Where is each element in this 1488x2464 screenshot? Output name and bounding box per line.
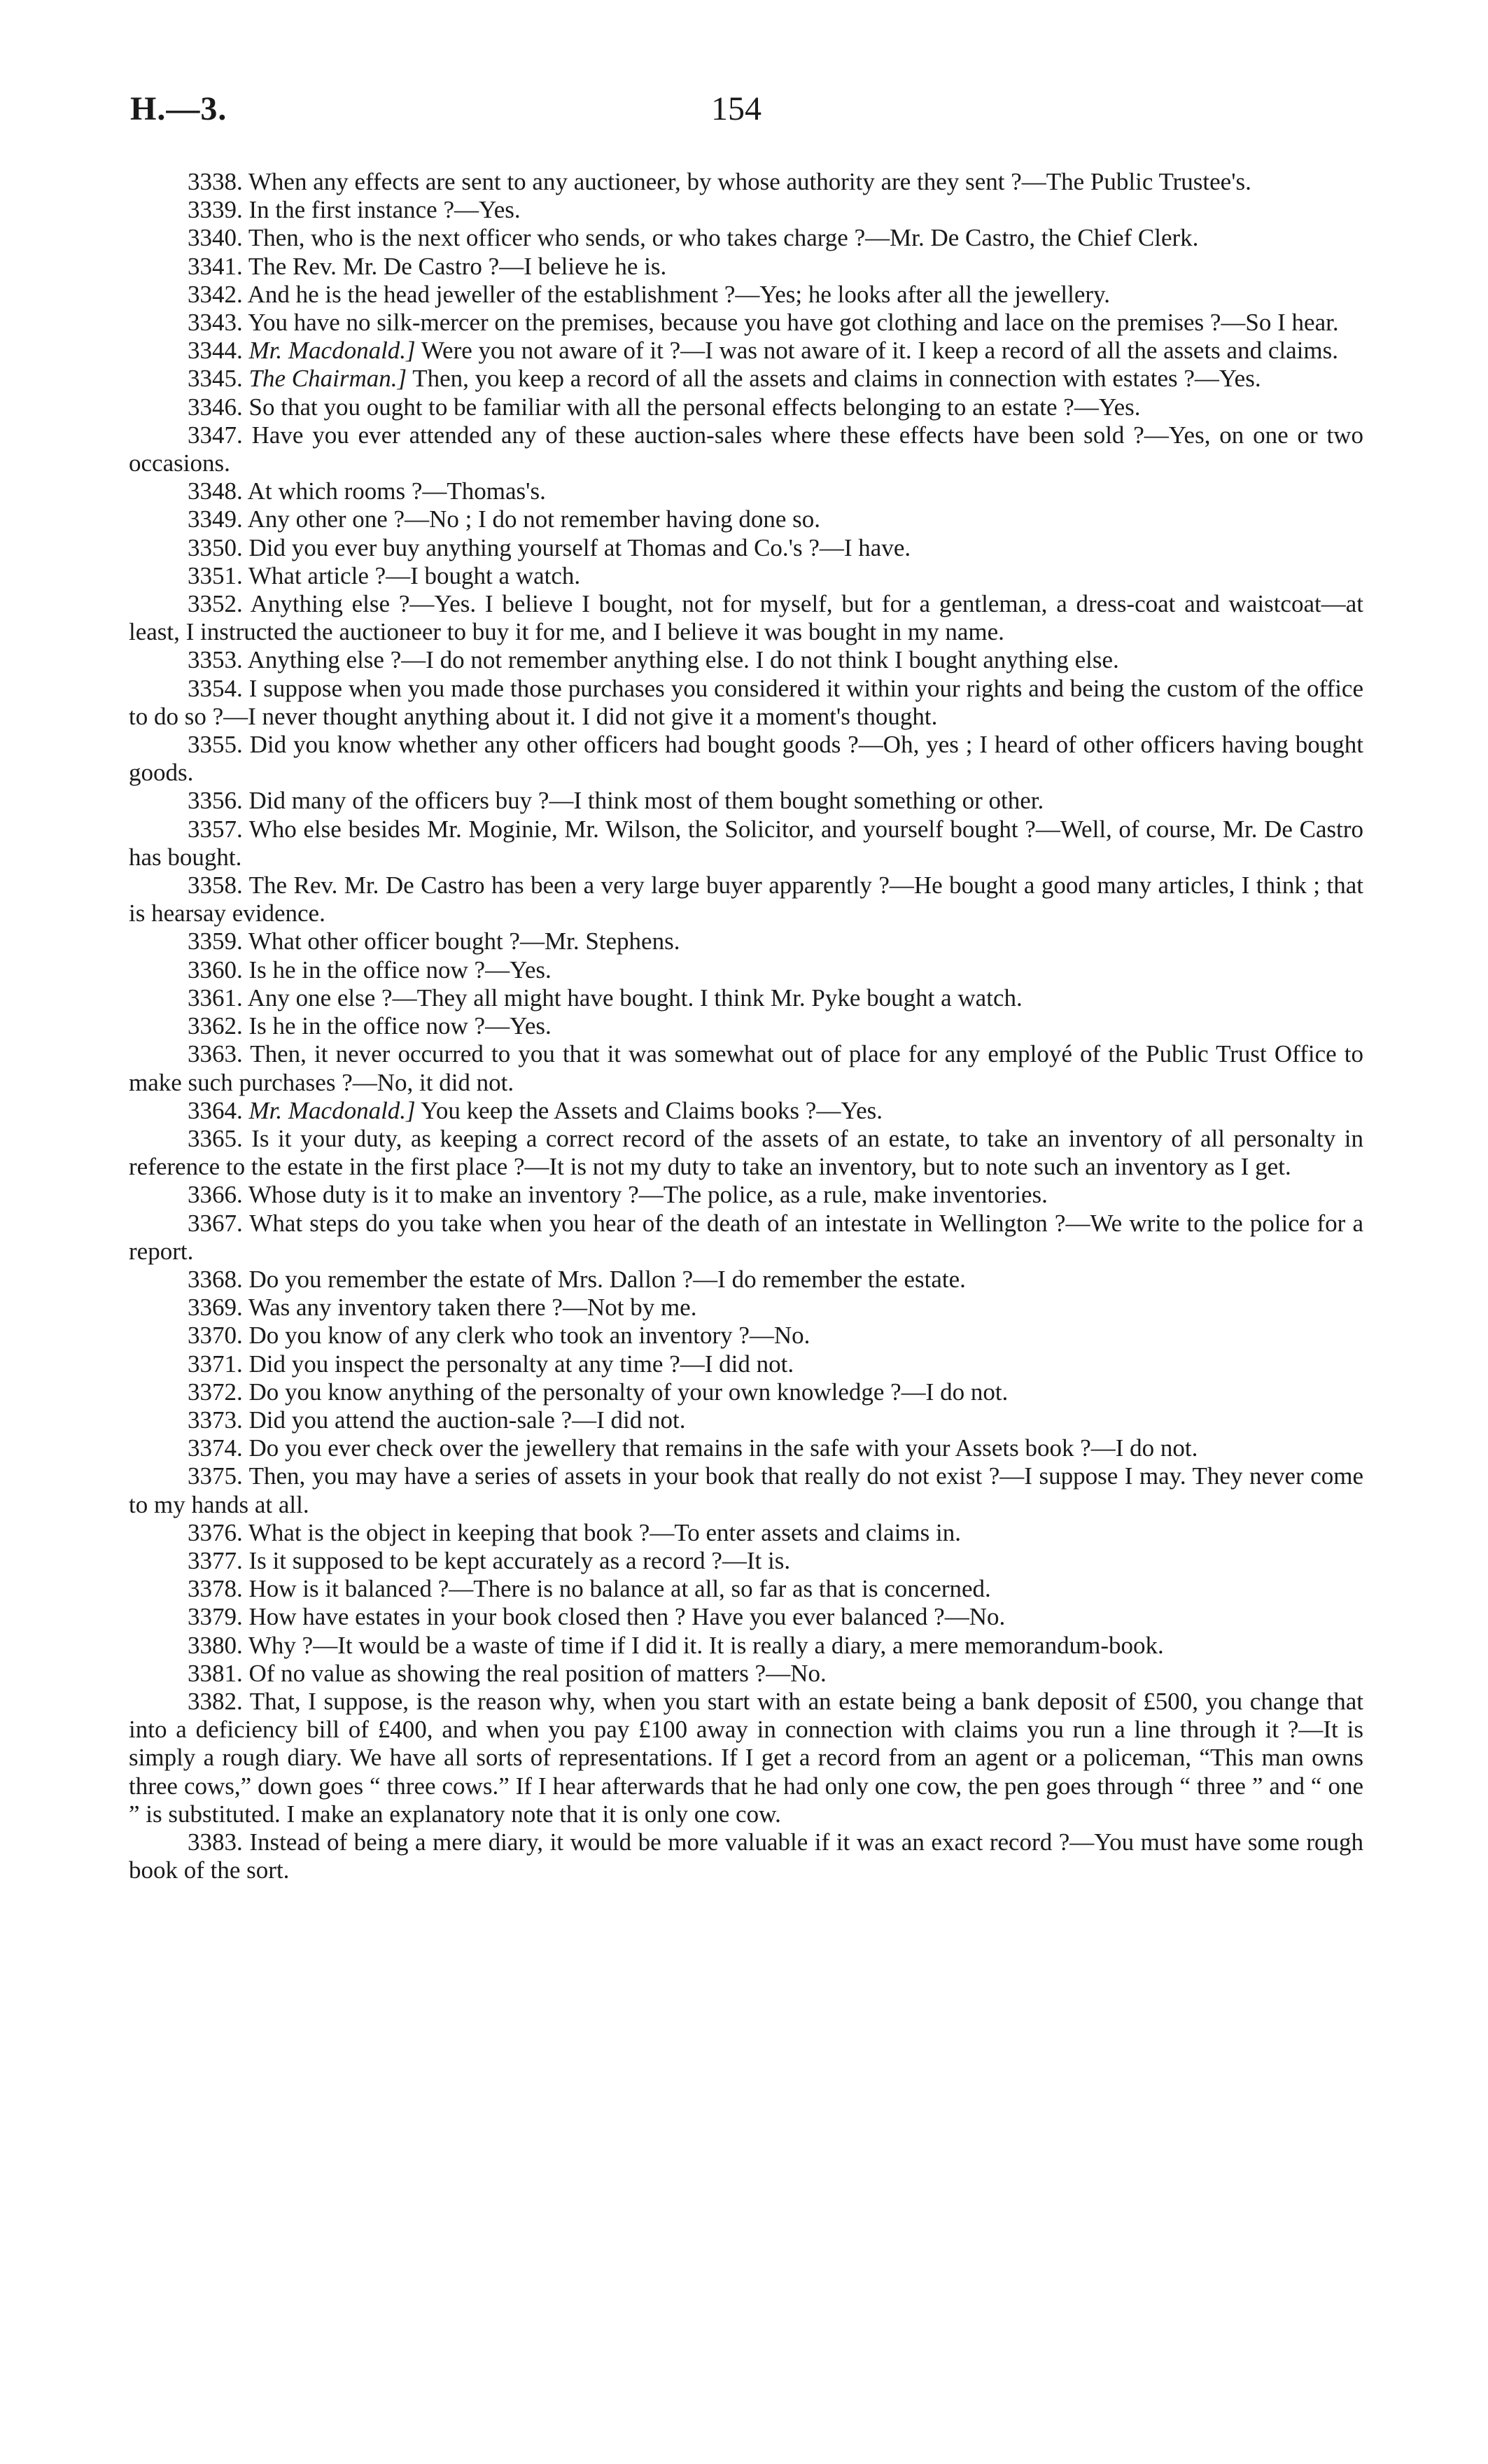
question-number: 3376.	[188, 1518, 243, 1546]
question-number: 3352.	[188, 590, 243, 618]
testimony-paragraph	[129, 956, 1363, 984]
testimony-paragraph	[129, 1097, 1363, 1125]
testimony-paragraph	[129, 1294, 1363, 1322]
testimony-paragraph	[129, 1322, 1363, 1350]
testimony-paragraph	[129, 224, 1363, 252]
question-number: 3378.	[188, 1575, 243, 1603]
testimony-paragraph	[129, 1210, 1363, 1266]
paragraph-text: In the first instance ?—Yes.	[248, 196, 521, 224]
question-number: 3350.	[188, 533, 243, 561]
testimony-paragraph	[129, 196, 1363, 224]
question-number: 3362.	[188, 1012, 243, 1040]
paragraph-text: Do you ever check over the jewellery that remains in the safe with your Assets book ?—I do not.	[248, 1434, 1198, 1462]
testimony-paragraph	[129, 534, 1363, 562]
paragraph-text: What is the object in keeping that book ?—To enter assets and claims in.	[248, 1518, 961, 1546]
paragraph-text: Have you ever attended any of these auction-sales where these effects have been sold ?—Yes, on one or two occasions.	[129, 421, 1363, 477]
testimony-body	[129, 168, 1363, 1884]
testimony-paragraph	[129, 505, 1363, 533]
testimony-paragraph	[129, 1350, 1363, 1378]
question-number: 3367.	[188, 1209, 243, 1237]
question-number: 3354.	[188, 674, 243, 702]
question-number: 3368.	[188, 1265, 243, 1293]
question-number: 3340.	[188, 224, 243, 252]
testimony-paragraph	[129, 1266, 1363, 1294]
paragraph-text: Then, it never occurred to you that it was somewhat out of place for any employé of the Public Trust Office to make such purchases ?—No, it did not.	[129, 1040, 1363, 1096]
question-number: 3363.	[188, 1040, 243, 1068]
question-number: 3345.	[188, 365, 243, 393]
speaker-label: Mr. Macdonald.]	[248, 1096, 416, 1124]
testimony-paragraph	[129, 1603, 1363, 1631]
testimony-paragraph	[129, 787, 1363, 815]
paragraph-text: Was any inventory taken there ?—Not by me.	[248, 1294, 697, 1322]
testimony-paragraph	[129, 590, 1363, 646]
paragraph-text: Any one else ?—They all might have bought. I think Mr. Pyke bought a watch.	[247, 983, 1023, 1011]
paragraph-text: Any other one ?—No ; I do not remember having done so.	[247, 505, 820, 533]
paragraph-text: What other officer bought ?—Mr. Stephens.	[248, 927, 680, 955]
question-number: 3375.	[188, 1462, 243, 1490]
question-number: 3373.	[188, 1406, 243, 1434]
testimony-paragraph	[129, 365, 1363, 393]
question-number: 3371.	[188, 1350, 243, 1378]
question-number: 3343.	[188, 309, 243, 337]
paragraph-text: So that you ought to be familiar with all the personal effects belonging to an estate ?—Yes.	[248, 393, 1141, 421]
paragraph-text: Is he in the office now ?—Yes.	[248, 1012, 552, 1040]
speaker-label: The Chairman.]	[248, 365, 407, 393]
paragraph-text: Do you know of any clerk who took an inventory ?—No.	[248, 1322, 810, 1350]
question-number: 3342.	[188, 280, 243, 308]
question-number: 3374.	[188, 1434, 243, 1462]
question-number: 3372.	[188, 1378, 243, 1406]
paragraph-text: Why ?—It would be a waste of time if I did it. It is really a diary, a mere memorandum-book.	[248, 1631, 1164, 1659]
testimony-paragraph	[129, 281, 1363, 309]
paragraph-text: Anything else ?—Yes. I believe I bought, not for myself, but for a gentleman, a dress-coat and waistcoat—at least, I instructed the auctioneer to buy it for me, and I believe it was bought in my name.	[129, 590, 1363, 646]
paragraph-text: Did you attend the auction-sale ?—I did not.	[248, 1406, 686, 1434]
paragraph-text: I suppose when you made those purchases you considered it within your rights and being the custom of the office to do so ?—I never thought anything about it. I did not give it a moment's thought.	[129, 674, 1364, 730]
paragraph-text: Anything else ?—I do not remember anything else. I do not think I bought anything else.	[247, 646, 1119, 674]
question-number: 3356.	[188, 787, 243, 815]
question-number: 3382.	[188, 1687, 243, 1715]
paragraph-text: Do you know anything of the personalty of your own knowledge ?—I do not.	[248, 1378, 1009, 1406]
testimony-paragraph	[129, 1434, 1363, 1462]
paragraph-text: Instead of being a mere diary, it would be more valuable if it was an exact record ?—You must have some rough book of the sort.	[129, 1828, 1364, 1884]
question-number: 3349.	[188, 505, 243, 533]
question-number: 3341.	[188, 252, 243, 280]
question-number: 3358.	[188, 872, 243, 899]
question-number: 3346.	[188, 393, 243, 421]
testimony-paragraph	[129, 646, 1363, 674]
paragraph-text: That, I suppose, is the reason why, when you start with an estate being a bank deposit of £500, you change that into a deficiency bill of £400, and when you pay £100 away in connection with claims you run a line through it ?—It is simply a rough diary. We have all sorts of representations. If I get a record from an agent or a policeman, “This man owns three cows,” down goes “ three cows.” If I hear afterwards that he had only one cow, the pen goes through “ three ” and “ one ” is substituted. I make an explanatory note that it is only one cow.	[129, 1687, 1363, 1828]
question-number: 3369.	[188, 1294, 243, 1322]
testimony-paragraph	[129, 1547, 1363, 1575]
paragraph-text: Is it supposed to be kept accurately as a record ?—It is.	[248, 1546, 791, 1574]
testimony-paragraph	[129, 1378, 1363, 1406]
testimony-paragraph	[129, 1040, 1363, 1096]
question-number: 3339.	[188, 196, 243, 224]
question-number: 3355.	[188, 731, 243, 759]
paragraph-text: Did many of the officers buy ?—I think most of them bought something or other.	[248, 787, 1044, 815]
question-number: 3359.	[188, 927, 243, 955]
testimony-paragraph	[129, 562, 1363, 590]
speaker-label: Mr. Macdonald.]	[248, 337, 416, 365]
testimony-paragraph	[129, 309, 1363, 337]
question-number: 3361.	[188, 983, 243, 1011]
paragraph-text: At which rooms ?—Thomas's.	[247, 477, 546, 505]
paragraph-text: What steps do you take when you hear of the death of an intestate in Wellington ?—We write to the police for a report.	[129, 1209, 1363, 1265]
question-number: 3357.	[188, 815, 243, 843]
paragraph-text: Who else besides Mr. Moginie, Mr. Wilson, the Solicitor, and yourself bought ?—Well, of course, Mr. De Castro has bought.	[129, 815, 1363, 871]
question-number: 3344.	[188, 337, 243, 365]
testimony-paragraph	[129, 1688, 1363, 1828]
testimony-paragraph	[129, 421, 1363, 477]
paragraph-text: Do you remember the estate of Mrs. Dallon ?—I do remember the estate.	[248, 1265, 966, 1293]
paragraph-text: And he is the head jeweller of the establishment ?—Yes; he looks after all the jewellery.	[247, 280, 1110, 308]
testimony-paragraph	[129, 731, 1363, 787]
question-number: 3360.	[188, 955, 243, 983]
question-number: 3351.	[188, 561, 243, 589]
testimony-paragraph	[129, 337, 1363, 365]
paragraph-text: The Rev. Mr. De Castro ?—I believe he is.	[248, 252, 667, 280]
testimony-paragraph	[129, 675, 1363, 731]
paragraph-text: What article ?—I bought a watch.	[248, 561, 581, 589]
paragraph-text: Did you know whether any other officers had bought goods ?—Oh, yes ; I heard of other officers having bought goods.	[129, 731, 1363, 787]
testimony-paragraph	[129, 1575, 1363, 1603]
testimony-paragraph	[129, 872, 1363, 927]
testimony-paragraph	[129, 1125, 1363, 1181]
question-number: 3383.	[188, 1828, 243, 1856]
paragraph-text: How have estates in your book closed then ? Have you ever balanced ?—No.	[248, 1603, 1006, 1631]
testimony-paragraph	[129, 1406, 1363, 1434]
testimony-paragraph	[129, 477, 1363, 505]
testimony-paragraph	[129, 1828, 1363, 1884]
testimony-paragraph	[129, 816, 1363, 872]
paragraph-text: Were you not aware of it ?—I was not aware of it. I keep a record of all the assets and claims.	[421, 337, 1338, 365]
question-number: 3379.	[188, 1603, 243, 1631]
testimony-paragraph	[129, 1462, 1363, 1518]
paragraph-text: You keep the Assets and Claims books ?—Yes.	[421, 1096, 883, 1124]
testimony-paragraph	[129, 1519, 1363, 1547]
testimony-paragraph	[129, 1181, 1363, 1209]
question-number: 3353.	[188, 646, 243, 674]
question-number: 3377.	[188, 1546, 243, 1574]
paragraph-text: Is it your duty, as keeping a correct record of the assets of an estate, to take an inventory of all personalty in reference to the estate in the first place ?—It is not my duty to take an inventory, but to note such an inventory as I get.	[129, 1124, 1363, 1181]
paragraph-text: The Rev. Mr. De Castro has been a very large buyer apparently ?—He bought a good many articles, I think ; that is hearsay evidence.	[129, 872, 1363, 927]
page-number: 154	[711, 90, 761, 127]
question-number: 3366.	[188, 1181, 243, 1209]
paragraph-text: Then, who is the next officer who sends, or who takes charge ?—Mr. De Castro, the Chief Clerk.	[248, 224, 1199, 252]
testimony-paragraph	[129, 984, 1363, 1012]
paragraph-text: Of no value as showing the real position of matters ?—No.	[248, 1659, 827, 1687]
question-number: 3347.	[188, 421, 243, 449]
question-number: 3348.	[188, 477, 243, 505]
testimony-paragraph	[129, 168, 1363, 196]
paragraph-text: How is it balanced ?—There is no balance at all, so far as that is concerned.	[248, 1575, 991, 1603]
question-number: 3380.	[188, 1631, 243, 1659]
question-number: 3364.	[188, 1096, 243, 1124]
testimony-paragraph	[129, 253, 1363, 281]
question-number: 3338.	[188, 168, 243, 195]
testimony-paragraph	[129, 393, 1363, 421]
question-number: 3381.	[188, 1659, 243, 1687]
paragraph-text: When any effects are sent to any auctioneer, by whose authority are they sent ?—The Public Trustee's.	[248, 168, 1251, 195]
paragraph-text: You have no silk-mercer on the premises, because you have got clothing and lace on the premises ?—So I hear.	[248, 309, 1339, 337]
paragraph-text: Did you ever buy anything yourself at Thomas and Co.'s ?—I have.	[248, 533, 911, 561]
paragraph-text: Whose duty is it to make an inventory ?—The police, as a rule, make inventories.	[248, 1181, 1048, 1209]
question-number: 3370.	[188, 1322, 243, 1350]
testimony-paragraph	[129, 1012, 1363, 1040]
paragraph-text: Then, you keep a record of all the assets and claims in connection with estates ?—Yes.	[412, 365, 1261, 393]
testimony-paragraph	[129, 1660, 1363, 1688]
testimony-paragraph	[129, 927, 1363, 955]
testimony-paragraph	[129, 1632, 1363, 1660]
paragraph-text: Is he in the office now ?—Yes.	[248, 955, 552, 983]
paragraph-text: Then, you may have a series of assets in your book that really do not exist ?—I suppose I may. They never come to my hands at all.	[129, 1462, 1364, 1518]
question-number: 3365.	[188, 1124, 243, 1152]
document-reference: H.—3.	[130, 90, 227, 127]
paragraph-text: Did you inspect the personalty at any time ?—I did not.	[248, 1350, 794, 1378]
